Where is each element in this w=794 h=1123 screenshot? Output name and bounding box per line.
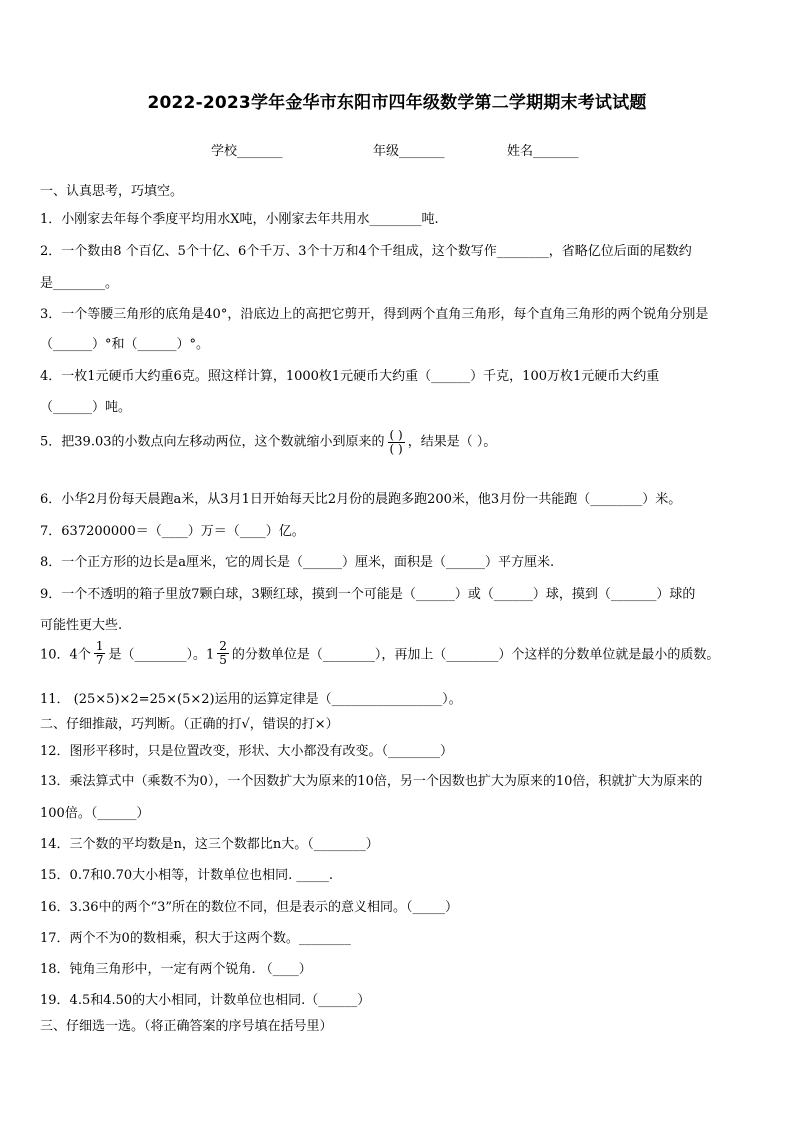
question-17: 17．两个不为0的数相乘，积大于这两个数。________	[40, 931, 351, 946]
question-5	[40, 429, 754, 455]
section-3-heading: 三、仔细选一选。（将正确答案的序号填在括号里）	[40, 1019, 333, 1034]
fraction-denominator: ( )	[389, 441, 403, 456]
fraction-numerator: 1	[95, 639, 104, 653]
question-18: 18．钝角三角形中，一定有两个锐角. （____）	[40, 962, 312, 977]
question-10-fraction-2	[217, 640, 229, 666]
question-10-fraction-1	[94, 640, 106, 666]
question-4-line-1: 4．一枚1元硬币大约重6克。照这样计算，1000枚1元硬币大约重（______）千克，100万枚1元硬币大约重	[40, 369, 660, 384]
question-16: 16．3.36中的两个“3”所在的数位不同，但是表示的意义相同。（_____）	[40, 900, 459, 915]
question-5-text: 5．把39.03的小数点向左移动两位，这个数就缩小到原来的	[40, 434, 385, 450]
question-4-line-2: （______）吨。	[40, 400, 132, 415]
question-13-line-1: 13．乘法算式中（乘数不为0），一个因数扩大为原来的10倍，另一个因数也扩大为原来的10倍，积就扩大为原来的	[40, 774, 703, 789]
question-9-line-2: 可能性更大些.	[40, 618, 123, 633]
question-5-tail: ，结果是（ ）。	[407, 434, 497, 450]
fraction-numerator: ( )	[389, 428, 403, 442]
question-10-middle: 是（________）。1	[108, 647, 215, 663]
question-10-text: 10．4个	[40, 647, 91, 663]
page-title: 2022-2023学年金华市东阳市四年级数学第二学期期末考试试题	[147, 93, 647, 113]
question-10-tail: 的分数单位是（________），再加上（________）个这样的分数单位就是最小的质数。	[231, 647, 720, 663]
question-2-line-2: 是________。	[40, 276, 119, 291]
question-15: 15．0.7和0.70大小相等，计数单位也相同. _____.	[40, 868, 334, 883]
question-12: 12．图形平移时，只是位置改变，形状、大小都没有改变。（________）	[40, 744, 454, 759]
question-3-line-2: （______）°和（______）°。	[40, 337, 210, 352]
section-1-heading: 一、认真思考，巧填空。	[40, 184, 184, 199]
school-field: 学校_______	[211, 144, 283, 159]
name-field: 姓名_______	[507, 144, 579, 159]
question-19: 19．4.5和4.50的大小相同，计数单位也相同.（______）	[40, 993, 371, 1008]
question-3-line-1: 3．一个等腰三角形的底角是40°，沿底边上的高把它剪开，得到两个直角三角形，每个直角三角形的两个锐角分别是	[40, 307, 709, 322]
grade-field: 年级_______	[373, 144, 445, 159]
question-10	[40, 640, 754, 666]
question-6: 6．小华2月份每天晨跑a米，从3月1日开始每天比2月份的晨跑多跑200米，他3月份一共能跑（________）米。	[40, 492, 682, 507]
section-2-heading: 二、仔细推敲，巧判断。（正确的打√，错误的打×）	[40, 717, 339, 732]
fraction-denominator: 5	[219, 652, 227, 667]
question-1: 1．小刚家去年每个季度平均用水X吨，小刚家去年共用水________吨.	[40, 212, 439, 227]
question-8: 8．一个正方形的边长是a厘米，它的周长是（______）厘米，面积是（______）平方厘米.	[40, 555, 555, 570]
question-2-line-1: 2．一个数由8 个百亿、5个十亿、6个千万、3个十万和4个千组成，这个数写作________，省略亿位后面的尾数约	[40, 244, 692, 259]
question-5-fraction	[388, 429, 405, 455]
question-11: 11． (25×5)×2=25×(5×2)运用的运算定律是（_________________）。	[40, 692, 462, 707]
question-7: 7．637200000＝（____）万＝（____）亿。	[40, 524, 305, 539]
fraction-numerator: 2	[219, 639, 227, 653]
fraction-denominator: 7	[95, 652, 104, 667]
question-9-line-1: 9．一个不透明的箱子里放7颗白球，3颗红球，摸到一个可能是（______）或（______）球，摸到（_______）球的	[40, 587, 696, 602]
question-14: 14．三个数的平均数是n，这三个数都比n大。（________）	[40, 837, 379, 852]
question-13-line-2: 100倍。（______）	[40, 806, 150, 821]
